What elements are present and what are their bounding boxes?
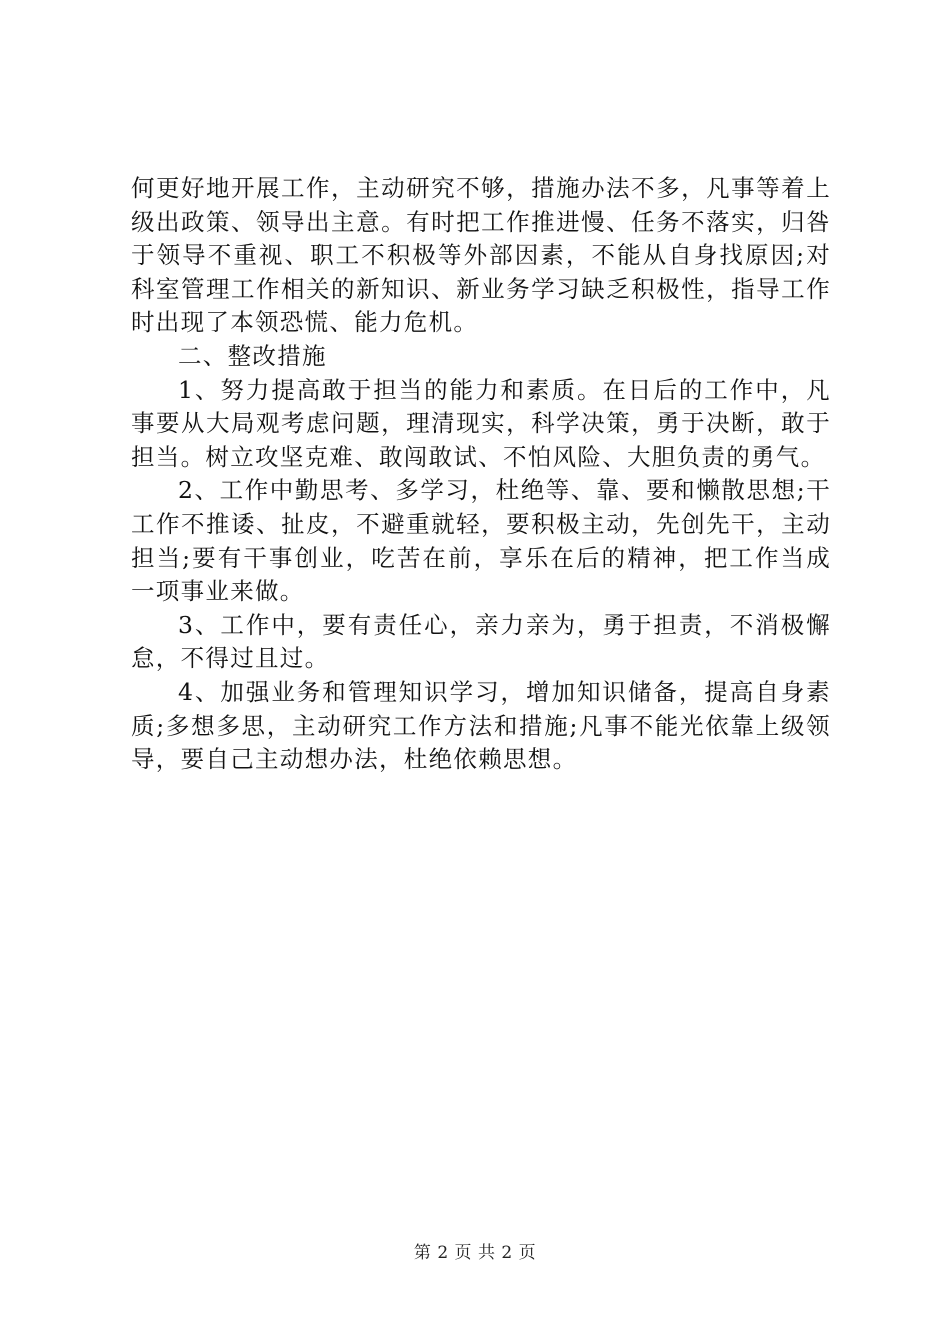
measure-item-3: 3、工作中，要有责任心，亲力亲为，勇于担责，不消极懈怠，不得过且过。 <box>131 610 831 673</box>
document-body <box>131 172 831 777</box>
section-heading-rectification: 二、整改措施 <box>178 341 327 370</box>
measure-item-1: 1、努力提高敢于担当的能力和素质。在日后的工作中，凡事要从大局观考虑问题，理清现实，科学决策，勇于决断，敢于担当。树立攻坚克难、敢闯敢试、不怕风险、大胆负责的勇气。 <box>131 375 831 471</box>
measure-item-4: 4、加强业务和管理知识学习，增加知识储备，提高自身素质;多想多思，主动研究工作方法和措施;凡事不能光依靠上级领导，要自己主动想办法，杜绝依赖思想。 <box>131 677 831 774</box>
measure-item-2: 2、工作中勤思考、多学习，杜绝等、靠、要和懒散思想;干工作不推诿、扯皮，不避重就轻，要积极主动，先创先干，主动担当;要有干事创业，吃苦在前，享乐在后的精神，把工作当成一项事业来做。 <box>131 476 831 606</box>
paragraph-continuation: 何更好地开展工作，主动研究不够，措施办法不多，凡事等着上级出政策、领导出主意。有时把工作推进慢、任务不落实，归咎于领导不重视、职工不积极等外部因素，不能从自身找原因;对科室管理工作相关的新知识、新业务学习缺乏积极性，指导工作时出现了本领恐慌、能力危机。 <box>131 174 831 337</box>
page-number-footer: 第 2 页 共 2 页 <box>413 1243 537 1263</box>
